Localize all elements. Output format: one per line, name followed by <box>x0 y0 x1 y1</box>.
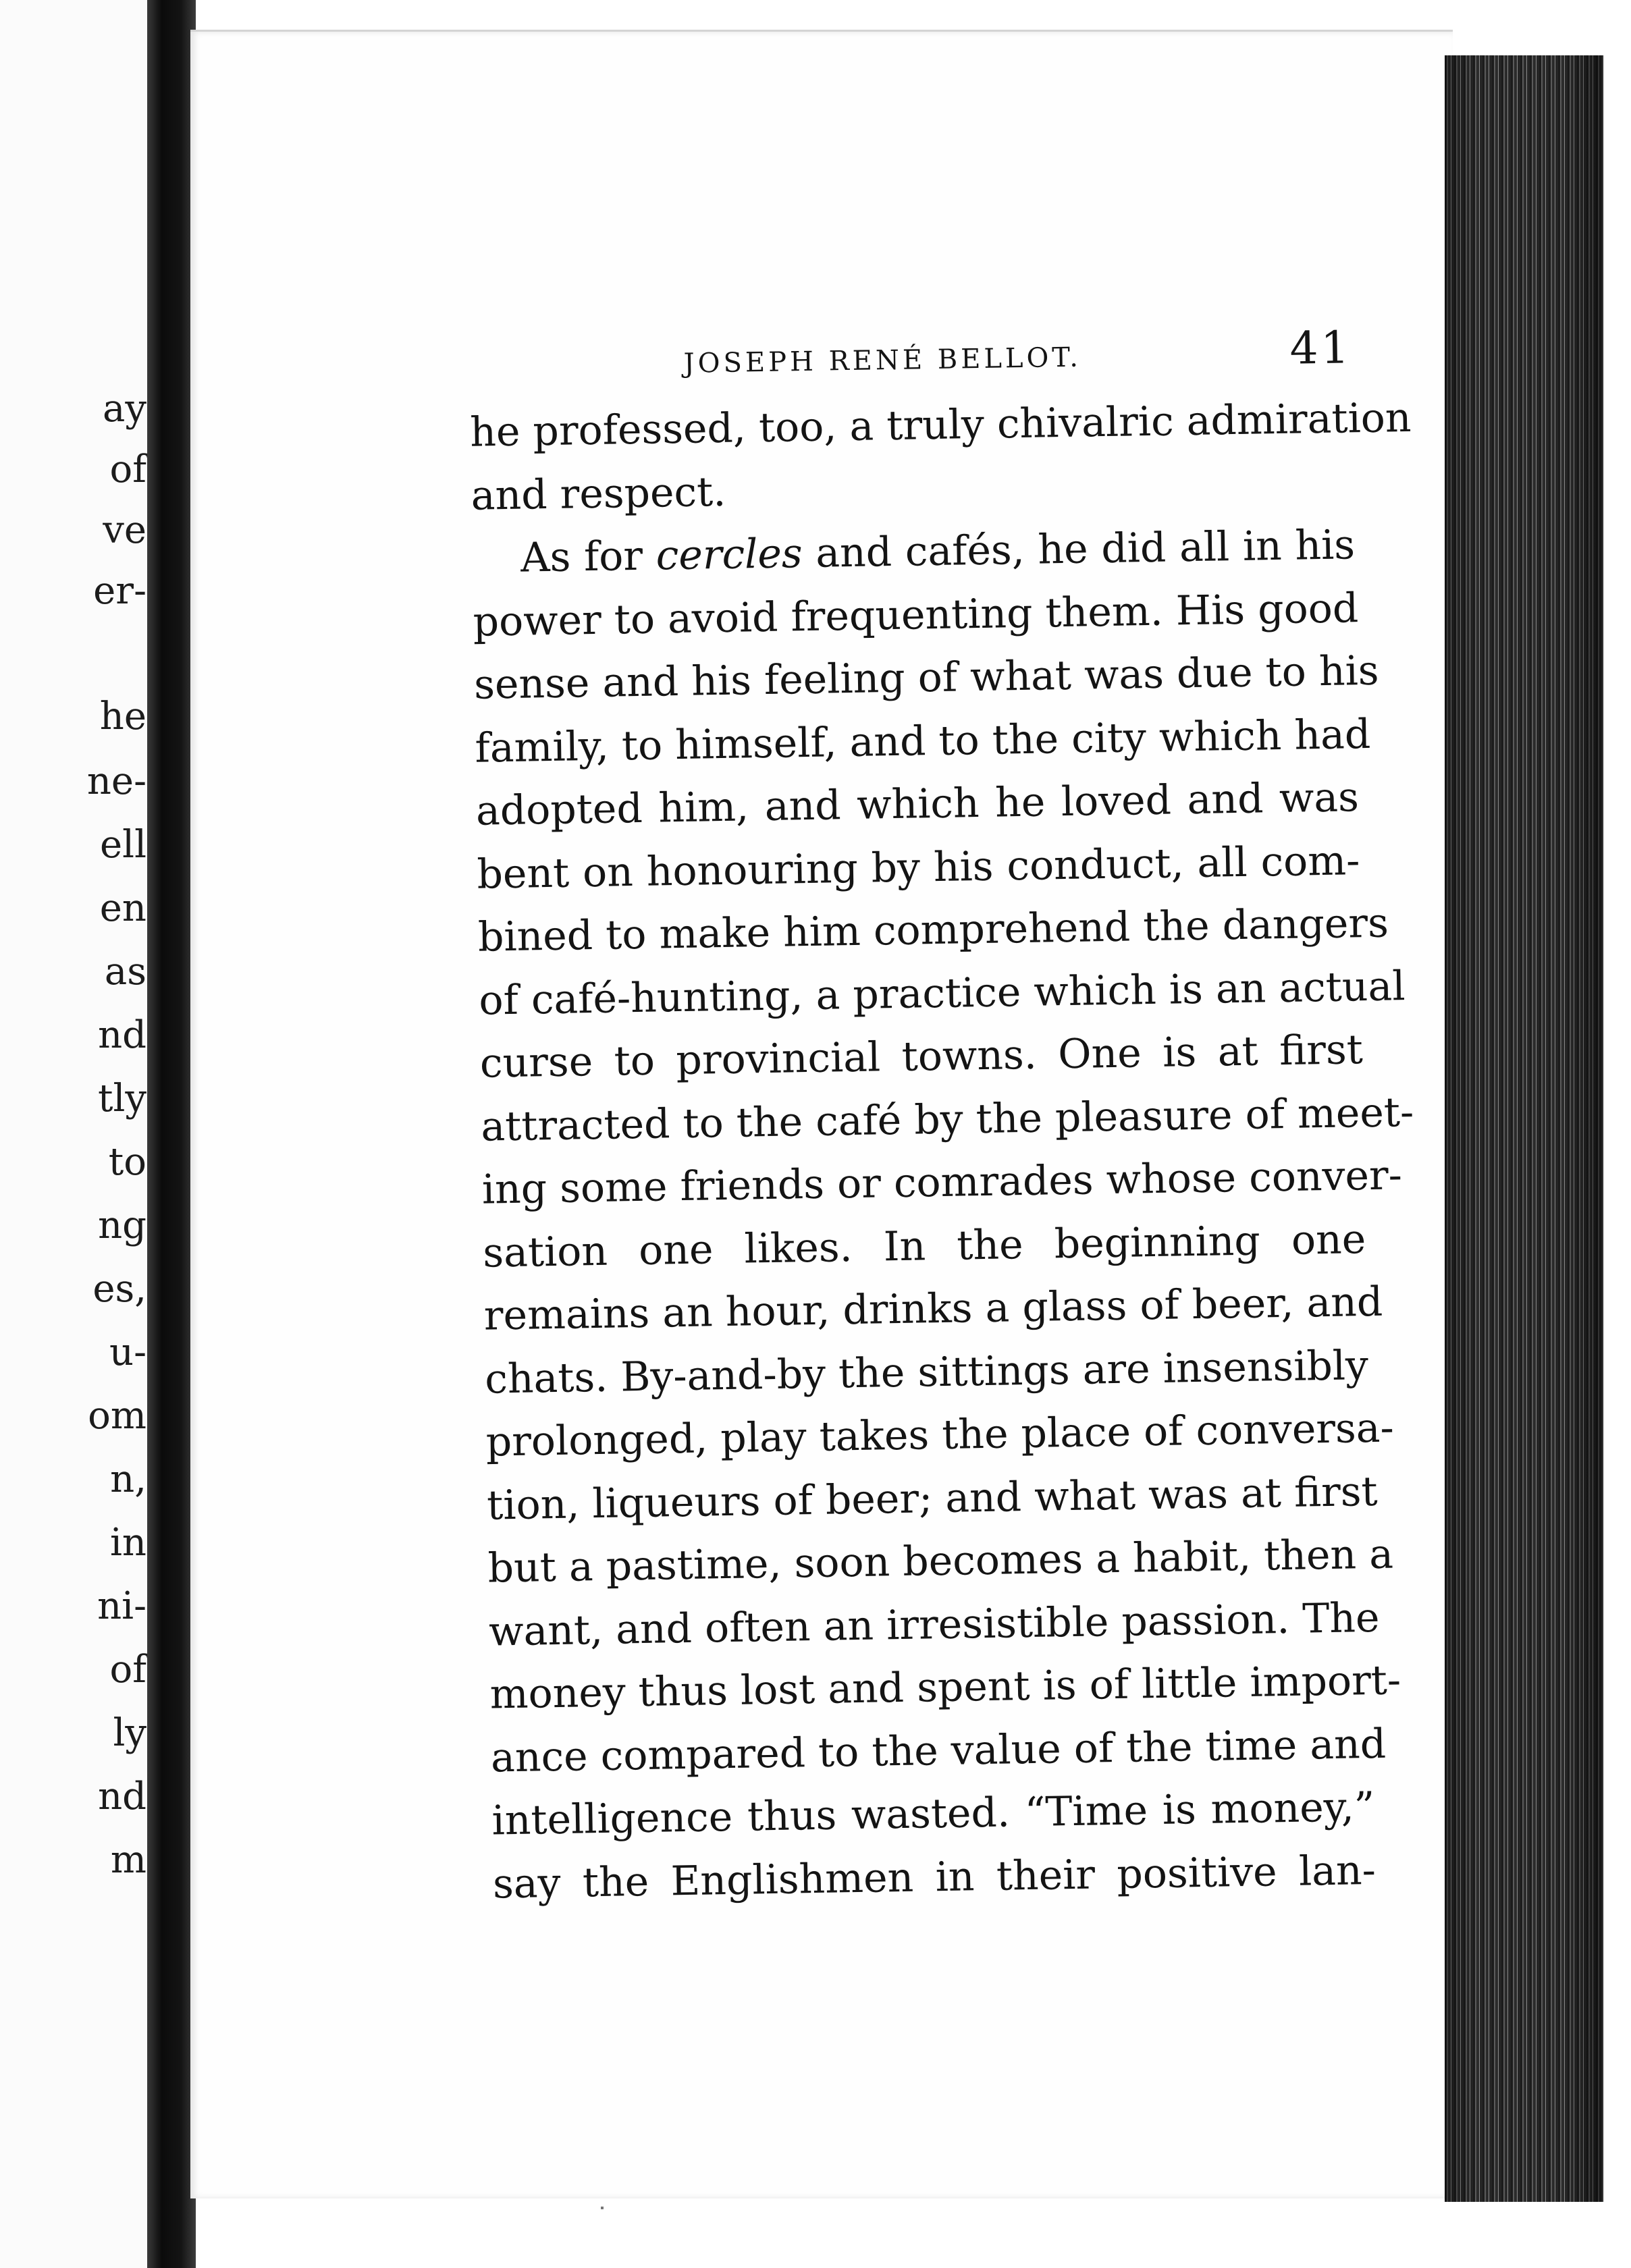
text-fragment: for <box>583 532 643 581</box>
left-line-fragment: ni- <box>97 1584 146 1628</box>
page-speck <box>601 2207 604 2209</box>
text-line: he professed, too, a truly chivalric admiration <box>469 394 1412 456</box>
text-line: prolonged, play takes the place of conversa- <box>485 1404 1395 1466</box>
text-line: attracted to the café by the pleasure of meet- <box>480 1088 1414 1151</box>
left-line-fragment: of <box>109 448 146 491</box>
text-line: chats. By-and-by the sittings are insensibly <box>484 1341 1369 1403</box>
text-line: tion, liqueurs of beer; and what was at first <box>486 1467 1379 1530</box>
text-line: sation one likes. In the beginning one <box>482 1215 1366 1277</box>
text-line: bent on honouring by his conduct, all com- <box>476 836 1360 898</box>
left-line-fragment: es, <box>92 1267 146 1311</box>
text-line: adopted him, and which he loved and was <box>475 774 1360 835</box>
text-line: money thus lost and spent is of little import- <box>489 1656 1401 1719</box>
text-line: say the Englishmen in their positive lan- <box>492 1846 1376 1908</box>
running-head-title: JOSEPH RENÉ BELLOT. <box>683 342 1082 379</box>
left-line-fragment: nd <box>98 1775 146 1818</box>
left-line-fragment: ell <box>100 823 146 867</box>
text-line: of café-hunting, a practice which is an actual <box>478 962 1406 1025</box>
text-block <box>460 321 1414 1916</box>
left-line-fragment: ne- <box>86 759 146 803</box>
left-line-fragment: m <box>110 1838 146 1882</box>
left-line-fragment: n, <box>110 1457 146 1501</box>
text-line: ing some friends or comrades whose conver- <box>481 1152 1403 1214</box>
italic-word: cercles <box>656 530 803 580</box>
text-line: power to avoid frequenting them. His good <box>473 584 1359 646</box>
left-line-fragment: nd <box>98 1013 146 1057</box>
text-line: intelligence thus wasted. “Time is money,” <box>491 1783 1375 1845</box>
left-line-fragment: ve <box>103 508 146 552</box>
text-line: family, to himself, and to the city which had <box>475 710 1371 772</box>
left-line-fragment: en <box>99 886 146 930</box>
left-line-fragment: om <box>88 1394 146 1438</box>
left-facing-page <box>0 0 159 2268</box>
left-line-fragment: ay <box>102 387 146 431</box>
left-line-fragment: u- <box>109 1330 146 1374</box>
text-line: sense and his feeling of what was due to his <box>473 647 1380 709</box>
text-line: ance compared to the value of the time and <box>490 1720 1387 1782</box>
text-fragment: and cafés, he did all in his <box>815 521 1356 577</box>
page <box>190 30 1453 2198</box>
text-line: curse to provincial towns. One is at first <box>479 1026 1364 1087</box>
text-line: want, and often an irresistible passion. The <box>488 1594 1380 1656</box>
fore-edge-shadow <box>1445 55 1603 2202</box>
left-line-fragment: ly <box>113 1711 146 1755</box>
left-line-fragment: to <box>108 1140 146 1184</box>
text-line: remains an hour, drinks a glass of beer, and <box>483 1278 1383 1340</box>
left-line-fragment: of <box>109 1648 146 1692</box>
text-line: but a pastime, soon becomes a habit, then a <box>487 1530 1394 1592</box>
left-line-fragment: er- <box>93 569 146 613</box>
left-line-fragment: ng <box>98 1204 146 1247</box>
text-line: bined to make him comprehend the dangers <box>477 899 1389 961</box>
paragraph-start-word: As <box>520 533 571 582</box>
left-line-fragment: tly <box>97 1077 146 1120</box>
left-line-fragment: he <box>99 695 146 738</box>
book-gutter <box>147 0 196 2268</box>
left-line-fragment: as <box>104 950 146 994</box>
page-number: 41 <box>1289 321 1353 375</box>
left-line-fragment: in <box>110 1521 146 1565</box>
text-line: and respect. <box>471 468 726 520</box>
running-head <box>460 321 1352 396</box>
